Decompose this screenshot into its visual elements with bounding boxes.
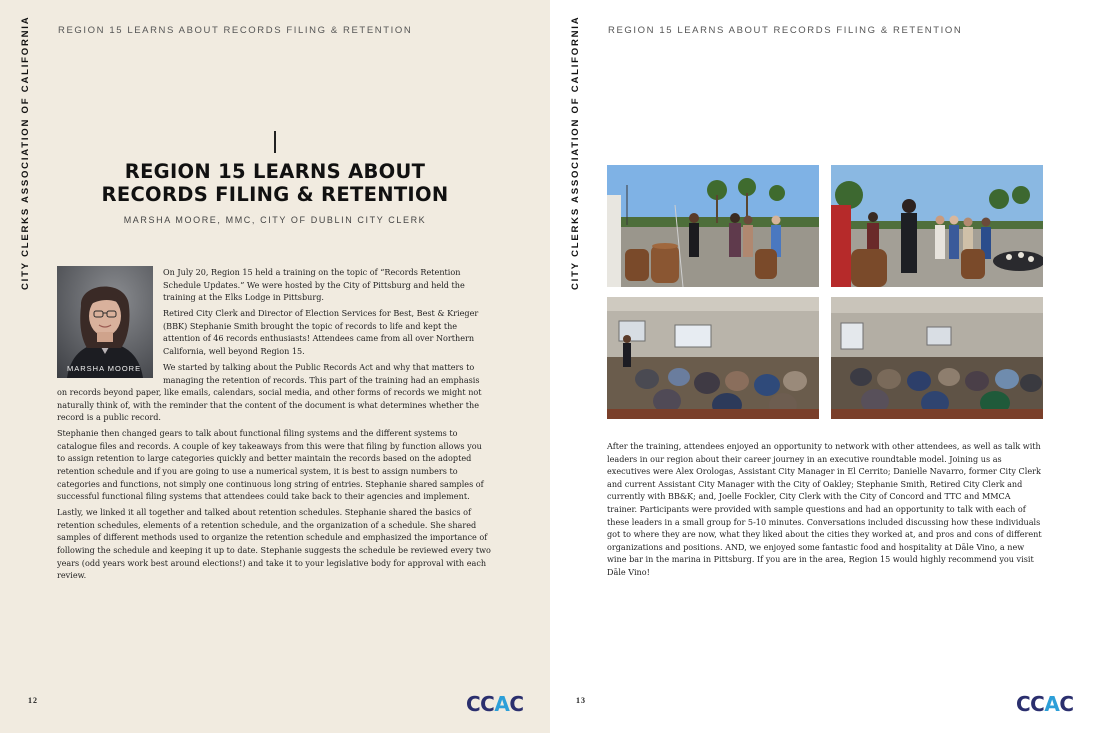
running-head: REGION 15 LEARNS ABOUT RECORDS FILING & RETENTION (58, 25, 413, 36)
title-divider (274, 131, 276, 153)
body-paragraph: We started by talking about the Public Records Act and why that matters to managing the retention of records. This part of the training had an emphasis on records beyond paper, like emails, calendars, social media, and other forms of records we might not naturally think of, with the reminder that the content of the document is what determines whether the record is a public record. (57, 361, 482, 423)
ccac-logo: CCAC (466, 692, 524, 716)
event-photo-outdoor-2 (831, 165, 1043, 287)
right-page (550, 0, 1100, 733)
side-label: CITY CLERKS ASSOCIATION OF CALIFORNIA (20, 15, 31, 290)
article-title-line-1: REGION 15 LEARNS ABOUT (124, 160, 426, 183)
body-paragraph: Lastly, we linked it all together and talked about retention schedules. Stephanie shared the basics of retention schedules, elements of a retention schedule, and the organization of a schedule. She shared samples of different methods used to organize the retention schedule and emphasized the importance of following the schedule and keeping it up to date. Stephanie suggests the schedule be reviewed every two years (odd years work best around elections!) and take it to your legislative body for approval with each review. (57, 507, 491, 581)
event-photo-grid (607, 165, 1043, 419)
page-number: 12 (28, 696, 38, 705)
running-head: REGION 15 LEARNS ABOUT RECORDS FILING & RETENTION (608, 25, 963, 36)
body-paragraph: After the training, attendees enjoyed an opportunity to network with other attendees, as well as talk with leaders in our region about their career journey in an executive roundtable model. Joining us as executives were Alex Orologas, Assistant City Manager in El Cerrito; Danielle Navarro, former City Clerk and current Assistant City Manager with the City of Oakley; Stephanie Smith, Retired City Clerk and currently with BB&K; and, Joelle Fockler, City Clerk with the City of Concord and TTC and MMCA trainer. Participants were provided with sample questions and had an opportunity to talk with each of these leaders in a small group for 5-10 minutes. Conversations included discussing how these individuals got to where they are now, what they liked about the cities they worked at, and pros and cons of different organizations and positions. AND, we enjoyed some fantastic food and hospitality at Dāle Vino, a new wine bar in the marina in Pittsburg. If you are in the area, Region 15 would highly recommend you visit Dāle Vino! (607, 441, 1042, 577)
photo-float-spacer (57, 266, 163, 381)
page-number: 13 (576, 696, 586, 705)
byline: MARSHA MOORE, MMC, CITY OF DUBLIN CITY CLERK (123, 215, 427, 225)
body-paragraph: On July 20, Region 15 held a training on the topic of “Records Retention Schedule Updates.” We were hosted by the City of Pittsburg and held the training at the Elks Lodge in Pittsburg. (163, 267, 465, 303)
photo-caption: MARSHA MOORE (67, 364, 142, 373)
event-photo-outdoor-1 (607, 165, 819, 287)
ccac-logo: CCAC (1016, 692, 1074, 716)
article-title (58, 160, 492, 206)
article-title-line-2: RECORDS FILING & RETENTION (101, 183, 449, 206)
body-paragraph: Stephanie then changed gears to talk about functional filing systems and the different systems to catalogue files and records. A couple of key takeaways from this were that filing by function allows you to assign retention to large categories quickly and better maintain the records based on the adopted retention schedule and if you are going to use a numerical system, it is best to assign numbers to categories and functions, not simply one continuous long string of entries. Stephanie shared samples of successful functional filing systems that attendees could take back to their agencies and implement. (57, 428, 484, 502)
event-photo-indoor-2 (831, 297, 1043, 419)
article-body-continued (607, 440, 1043, 579)
event-photo-indoor-1 (607, 297, 819, 419)
article-body (57, 266, 492, 585)
side-label: CITY CLERKS ASSOCIATION OF CALIFORNIA (570, 15, 581, 290)
body-paragraph: Retired City Clerk and Director of Election Services for Best, Best & Krieger (BBK) Stephanie Smith brought the topic of records to life and kept the attention of 46 records enthusiasts! Attendees came from all over Northern California, well beyond Region 15. (163, 308, 479, 356)
